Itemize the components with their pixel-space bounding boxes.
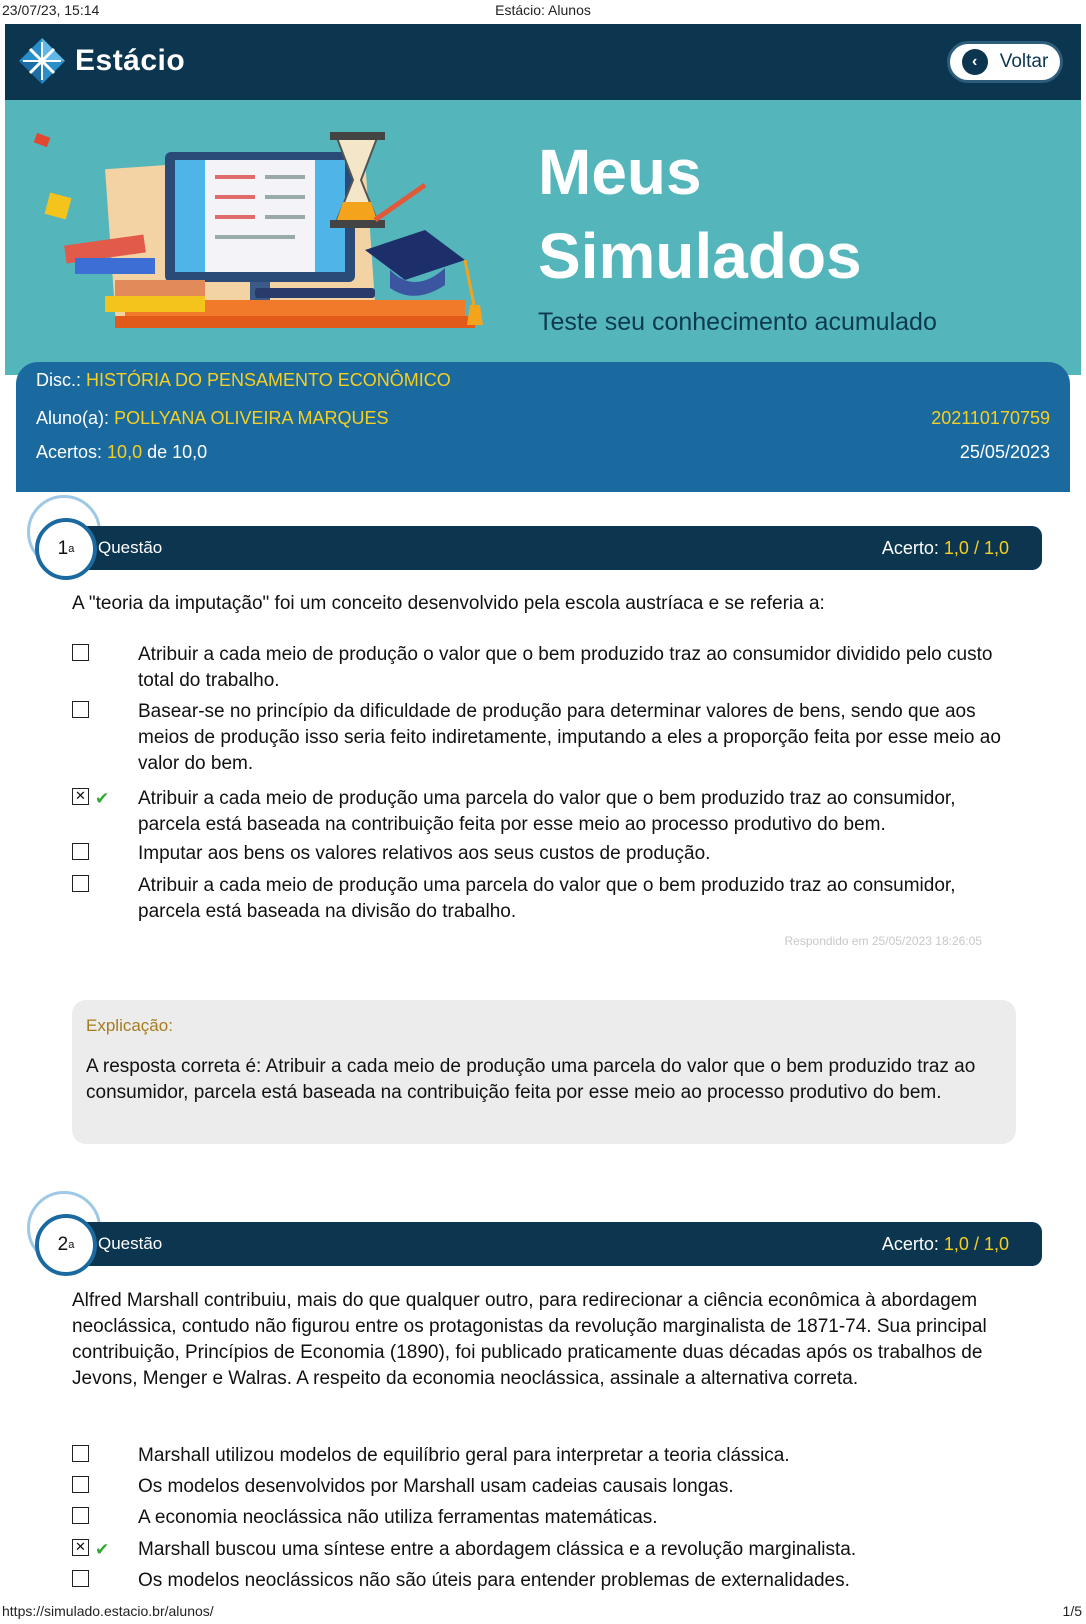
question-number-badge (35, 518, 97, 580)
checkbox-checked[interactable]: ✕ (72, 788, 89, 805)
score-row (36, 442, 207, 463)
student-id: 202110170759 (931, 408, 1050, 428)
score-total: de 10,0 (147, 442, 208, 462)
study-illustration-icon (25, 120, 495, 350)
question-header (72, 1222, 1042, 1266)
page-title-line2: Simulados (538, 220, 862, 292)
checkbox[interactable] (72, 701, 89, 718)
score-label: Acertos: (36, 442, 103, 462)
question-number: 1 (57, 538, 69, 559)
option-text: Imputar aos bens os valores relativos aos seus custos de produção. (138, 843, 711, 864)
top-bar (5, 24, 1081, 100)
option-text: Marshall buscou uma síntese entre a abordagem clássica e a revolução marginalista. (138, 1539, 857, 1560)
discipline-row (36, 370, 451, 391)
question-score-separator: / (968, 538, 984, 558)
page-subtitle: Teste seu conhecimento acumulado (538, 308, 937, 336)
question-number: 2 (57, 1234, 69, 1255)
checkbox[interactable] (72, 644, 89, 661)
student-name: POLLYANA OLIVEIRA MARQUES (114, 408, 389, 428)
print-page-number: 1/5 (1062, 1603, 1082, 1619)
option-text: Marshall utilizou modelos de equilíbrio geral para interpretar a teoria clássica. (138, 1445, 790, 1466)
checkbox[interactable] (72, 875, 89, 892)
explanation-title: Explicação: (86, 1016, 173, 1035)
student-label: Aluno(a): (36, 408, 110, 428)
option-text: Atribuir a cada meio de produção uma parcela do valor que o bem produzido traz ao consumidor, parcela está baseada na divisão do trabalho. (138, 875, 956, 922)
question-score-value: 1,0 (943, 538, 969, 558)
question-score-label: Acerto: (881, 538, 939, 558)
correct-check-icon: ✔ (95, 1540, 110, 1559)
checkbox[interactable] (72, 843, 89, 860)
checkbox[interactable] (72, 1507, 89, 1524)
student-info-panel (16, 362, 1070, 492)
score-value: 10,0 (107, 442, 143, 462)
hero-banner (5, 100, 1081, 375)
discipline-label: Disc.: (36, 370, 81, 390)
option-text: Atribuir a cada meio de produção o valor que o bem produzido traz ao consumidor dividido pelo custo total do trabalho. (138, 644, 993, 691)
logo-text: Estácio (75, 44, 186, 77)
print-url: https://simulado.estacio.br/alunos/ (2, 1603, 214, 1619)
option-text: Os modelos neoclássicos não são úteis para entender problemas de externalidades. (138, 1570, 850, 1591)
correct-check-icon: ✔ (95, 789, 110, 808)
question-score-max: 1,0 (983, 1234, 1009, 1254)
question-score-max: 1,0 (983, 538, 1009, 558)
diamond-logo-icon (17, 36, 67, 86)
option-text: A economia neoclássica não utiliza ferramentas matemáticas. (138, 1507, 658, 1528)
checkbox[interactable] (72, 1570, 89, 1587)
option-text: Os modelos desenvolvidos por Marshall usam cadeias causais longas. (138, 1476, 734, 1497)
option-text: Atribuir a cada meio de produção uma parcela do valor que o bem produzido traz ao consumidor, parcela está baseada na contribuição feita por esse meio ao processo produtivo do bem. (138, 788, 956, 835)
estacio-logo[interactable] (17, 36, 185, 86)
question-text: A "teoria da imputação" foi um conceito desenvolvido pela escola austríaca e se referia a: (72, 593, 825, 614)
back-button-label: Voltar (999, 51, 1049, 72)
explanation-text: A resposta correta é: Atribuir a cada meio de produção uma parcela do valor que o bem produzido traz ao consumidor, parcela está baseada na contribuição feita por esse meio ao processo produtivo do bem. (86, 1056, 976, 1103)
question-ordinal: a (68, 1239, 75, 1251)
exam-date: 25/05/2023 (959, 442, 1050, 462)
question-label: Questão (98, 538, 163, 557)
question-text: Alfred Marshall contribuiu, mais do que qualquer outro, para redirecionar a ciência econômica à abordagem neoclássica, contudo não figurou entre os protagonistas da revolução marginalista de 1871-74. Sua principal contribuição, Princípios de Economia (1890), foi publicado praticamente duas décadas após os trabalhos de Jevons, Menger e Walras. A respeito da economia neoclássica, assinale a alternativa correta. (72, 1290, 987, 1389)
question-header (72, 526, 1042, 570)
question-label: Questão (98, 1234, 163, 1253)
explanation-box (72, 1000, 1016, 1144)
chevron-left-icon: ‹ (962, 49, 988, 75)
question-score (882, 538, 1009, 559)
page-title-line1: Meus (538, 136, 702, 208)
print-title: Estácio: Alunos (495, 2, 591, 18)
discipline-value: HISTÓRIA DO PENSAMENTO ECONÔMICO (86, 370, 451, 390)
question-score-separator: / (968, 1234, 984, 1254)
question-score-label: Acerto: (881, 1234, 939, 1254)
option-text: Basear-se no princípio da dificuldade de produção para determinar valores de bens, sendo que aos meios de produção isso seria feito indiretamente, imputando a eles a proporção feita por esse meio ao valor do bem. (138, 701, 1001, 774)
question-score-value: 1,0 (943, 1234, 969, 1254)
checkbox[interactable] (72, 1445, 89, 1462)
question-ordinal: a (68, 543, 75, 555)
back-button[interactable] (947, 41, 1063, 83)
page-title (538, 130, 862, 298)
checkbox-checked[interactable]: ✕ (72, 1539, 89, 1556)
print-footer (0, 1600, 1086, 1624)
print-datetime: 23/07/23, 15:14 (2, 2, 100, 18)
print-header (0, 0, 1086, 24)
answered-timestamp: Respondido em 25/05/2023 18:26:05 (784, 934, 982, 948)
checkbox[interactable] (72, 1476, 89, 1493)
student-row (36, 408, 389, 429)
question-number-badge (35, 1214, 97, 1276)
question-score (882, 1234, 1009, 1255)
